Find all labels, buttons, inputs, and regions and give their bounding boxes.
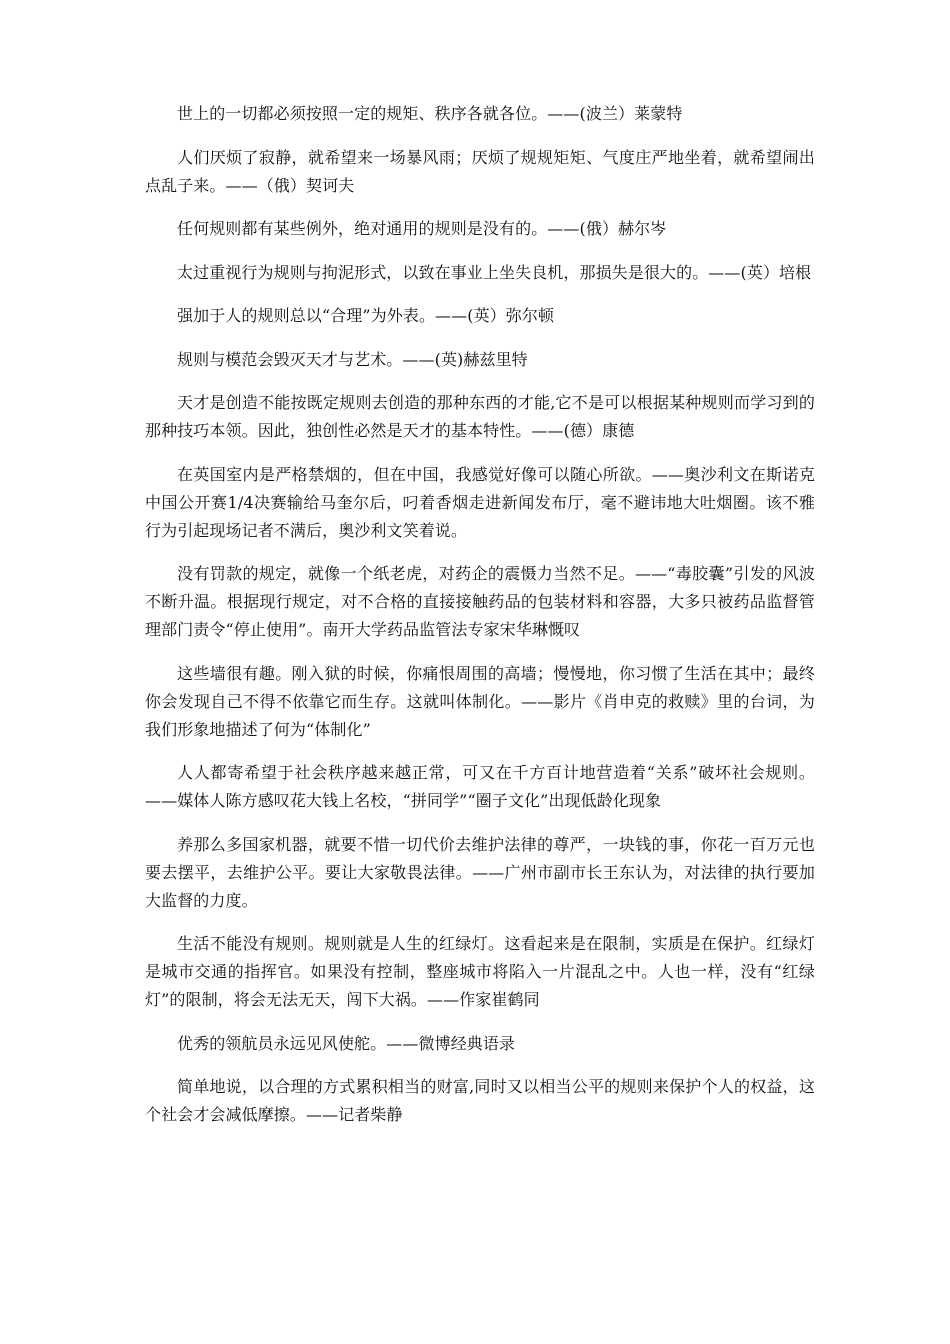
paragraph: 生活不能没有规则。规则就是人生的红绿灯。这看起来是在限制，实质是在保护。红绿灯是城市交通的指挥官。如果没有控制，整座城市将陷入一片混乱之中。人也一样，没有“红绿灯”的限制，将会无法无天，闯下大祸。——作家崔鹤同 (145, 934, 815, 1009)
paragraph: 简单地说，以合理的方式累积相当的财富,同时又以相当公平的规则来保护个人的权益，这个社会才会减低摩擦。——记者柴静 (145, 1077, 815, 1124)
paragraph: 这些墙很有趣。刚入狱的时候，你痛恨周围的高墙；慢慢地，你习惯了生活在其中；最终你会发现自己不得不依靠它而生存。这就叫体制化。——影片《肖申克的救赎》里的台词，为我们形象地描述了何为“体制化” (145, 663, 815, 739)
paragraph: 在英国室内是严格禁烟的，但在中国，我感觉好像可以随心所欲。——奥沙利文在斯诺克中国公开赛1/4决赛输给马奎尔后，叼着香烟走进新闻发布厅，毫不避讳地大吐烟圈。该不雅行为引起现场记者不满后，奥沙利文笑着说。 (145, 464, 815, 540)
paragraph: 任何规则都有某些例外，绝对通用的规则是没有的。——(俄）赫尔岑 (177, 219, 667, 238)
paragraph: 人人都寄希望于社会秩序越来越正常，可又在千方百计地营造着“关系”破坏社会规则。——媒体人陈方感叹花大钱上名校，“拼同学”“圈子文化”出现低龄化现象 (145, 763, 815, 810)
paragraph: 规则与模范会毁灭天才与艺术。——(英)赫兹里特 (177, 349, 528, 369)
paragraph: 天才是创造不能按既定规则去创造的那种东西的才能,它不是可以根据某种规则而学习到的那种技巧本领。因此，独创性必然是天才的基本特性。——(德）康德 (145, 393, 815, 440)
document-body (145, 100, 815, 1145)
paragraph: 优秀的领航员永远见风使舵。——微博经典语录 (177, 1033, 516, 1053)
paragraph: 太过重视行为规则与拘泥形式，以致在事业上坐失良机，那损失是很大的。——(英）培根 (177, 262, 812, 282)
paragraph: 人们厌烦了寂静，就希望来一场暴风雨；厌烦了规规矩矩、气度庄严地坐着，就希望闹出点乱子来。——（俄）契诃夫 (145, 147, 815, 195)
paragraph: 强加于人的规则总以“合理”为外表。——(英）弥尔顿 (177, 306, 555, 325)
paragraph: 世上的一切都必须按照一定的规矩、秩序各就各位。——(波兰）莱蒙特 (177, 104, 683, 123)
paragraph: 养那么多国家机器，就要不惜一切代价去维护法律的尊严，一块钱的事，你花一百万元也要去摆平，去维护公平。要让大家敬畏法律。——广州市副市长王东认为，对法律的执行要加大监督的力度。 (145, 834, 815, 910)
paragraph: 没有罚款的规定，就像一个纸老虎，对药企的震慑力当然不足。——“毒胶囊”引发的风波不断升温。根据现行规定，对不合格的直接接触药品的包装材料和容器，大多只被药品监督管理部门责令“停止使用”。南开大学药品监管法专家宋华琳慨叹 (145, 564, 815, 639)
